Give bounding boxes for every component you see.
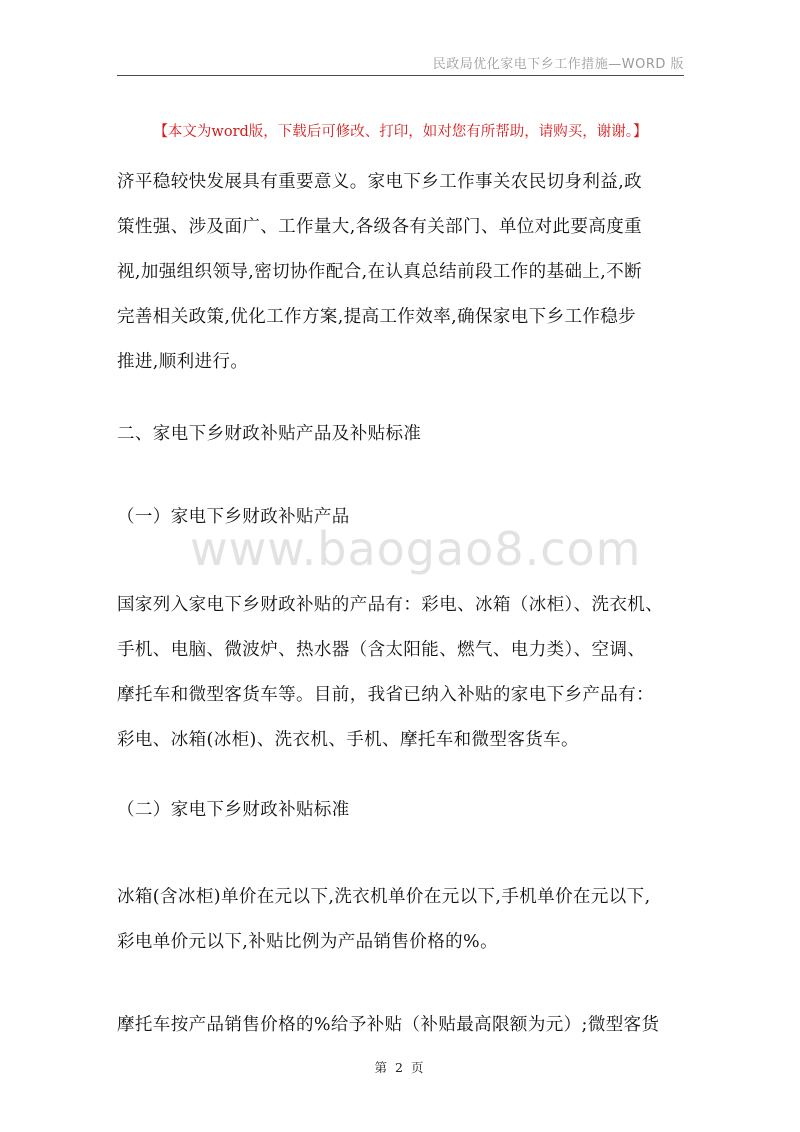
paragraph-motorcycle xyxy=(117,1003,689,1048)
paragraph-line: 策性强、涉及面广、工作量大,各级各有关部门、单位对此要高度重 xyxy=(117,217,643,237)
paragraph-line: 手机、电脑、微波炉、热水器（含太阳能、燃气、电力类）、空调、 xyxy=(117,640,646,660)
section-heading: 二、家电下乡财政补贴产品及补贴标准 xyxy=(117,424,422,444)
download-notice: 【本文为word版，下载后可修改、打印，如对您有所帮助，请购买，谢谢。】 xyxy=(153,124,648,140)
paragraph-standards xyxy=(117,875,689,965)
subsection-heading-products: （一）家电下乡财政补贴产品 xyxy=(117,507,350,527)
header-divider xyxy=(117,75,684,76)
paragraph-line: 摩托车按产品销售价格的%给予补贴（补贴最高限额为元）;微型客货 xyxy=(117,1015,660,1035)
subsection-heading-standards: （二）家电下乡财政补贴标准 xyxy=(117,800,350,820)
paragraph-line: 视,加强组织领导,密切协作配合,在认真总结前段工作的基础上,不断 xyxy=(117,262,643,282)
paragraph-line: 摩托车和微型客货车等。目前，我省已纳入补贴的家电下乡产品有： xyxy=(117,685,654,705)
paragraph-line: 冰箱(含冰柜)单价在元以下,洗衣机单价在元以下,手机单价在元以下, xyxy=(117,887,651,907)
paragraph-line: 完善相关政策,优化工作方案,提高工作效率,确保家电下乡工作稳步 xyxy=(117,307,637,327)
paragraph-intro xyxy=(117,160,689,385)
paragraph-line: 彩电单价元以下,补贴比例为产品销售价格的%。 xyxy=(117,932,498,952)
paragraph-line: 国家列入家电下乡财政补贴的产品有：彩电、冰箱（冰柜）、洗衣机、 xyxy=(117,595,664,615)
paragraph-products xyxy=(117,583,689,763)
watermark-text: www.baogao8.com xyxy=(190,522,642,576)
page-number: 第 2 页 xyxy=(374,1060,426,1075)
paragraph-line: 彩电、冰箱(冰柜)、洗衣机、手机、摩托车和微型客货车。 xyxy=(117,730,579,750)
document-header-title: 民政局优化家电下乡工作措施—WORD 版 xyxy=(432,57,684,72)
paragraph-line: 济平稳较快发展具有重要意义。家电下乡工作事关农民切身利益,政 xyxy=(117,172,643,192)
paragraph-line: 推进,顺利进行。 xyxy=(117,352,249,372)
